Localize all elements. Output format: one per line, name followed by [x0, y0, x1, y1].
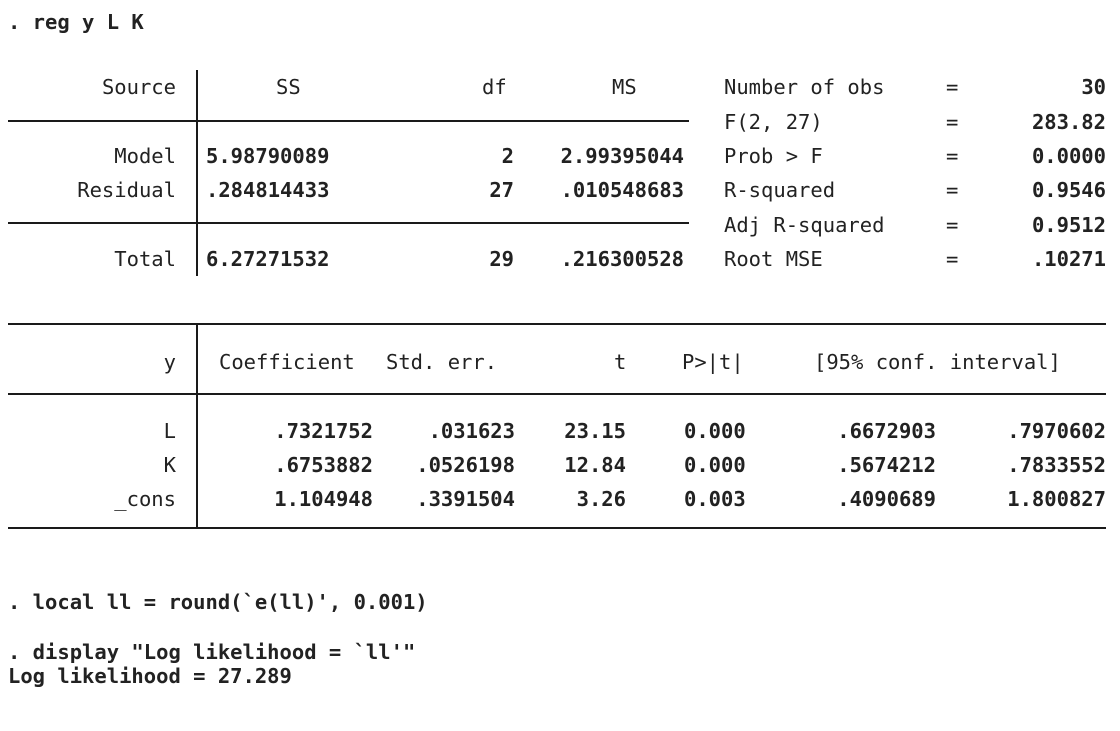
coef-row-t: 12.84 — [564, 453, 626, 477]
coef-row-se: .3391504 — [416, 487, 515, 511]
coef-vertical-rule — [196, 325, 198, 529]
stat-equals: = — [946, 178, 959, 202]
coef-row-var: L — [163, 419, 176, 443]
coef-row-t: 3.26 — [576, 487, 626, 511]
reg-command: . reg y L K — [8, 10, 144, 34]
coef-row-p: 0.000 — [684, 419, 746, 443]
anova-row-source: Total — [114, 247, 176, 271]
coef-row-ci-high: 1.800827 — [1007, 487, 1106, 511]
anova-row-df: 2 — [501, 144, 514, 168]
coef-row-p: 0.000 — [684, 453, 746, 477]
coef-top-rule — [8, 323, 1106, 325]
stat-value: 283.82 — [1031, 110, 1106, 134]
stat-label: Root MSE — [724, 247, 823, 271]
coef-row-p: 0.003 — [684, 487, 746, 511]
coef-header-var: y — [163, 350, 176, 374]
coef-header-rule — [8, 393, 1106, 395]
anova-row-ms: .216300528 — [560, 247, 684, 271]
anova-vertical-rule — [196, 70, 198, 276]
anova-row-ms: .010548683 — [560, 178, 684, 202]
anova-header-rule — [8, 120, 689, 122]
coef-row-ci-high: .7970602 — [1007, 419, 1106, 443]
coef-bottom-rule — [8, 527, 1106, 529]
stat-value: 0.9512 — [1031, 213, 1106, 237]
coef-row-ci-low: .6672903 — [837, 419, 936, 443]
coef-row-coef: 1.104948 — [274, 487, 373, 511]
stat-value: 0.9546 — [1031, 178, 1106, 202]
coef-header-se: Std. err. — [386, 350, 498, 374]
coef-header-ci: [95% conf. interval] — [814, 350, 1061, 374]
stat-equals: = — [946, 247, 959, 271]
stat-label: F(2, 27) — [724, 110, 823, 134]
local-command: . local ll = round(`e(ll)', 0.001) — [8, 590, 428, 614]
stat-label: Prob > F — [724, 144, 823, 168]
anova-total-rule — [8, 222, 689, 224]
anova-row-ss: .284814433 — [206, 178, 330, 202]
stat-value: 0.0000 — [1031, 144, 1106, 168]
stat-label: Adj R-squared — [724, 213, 885, 237]
stat-equals: = — [946, 75, 959, 99]
coef-header-t: t — [614, 350, 627, 374]
coef-row-var: _cons — [114, 487, 176, 511]
stat-label: R-squared — [724, 178, 836, 202]
anova-header-source: Source — [101, 75, 176, 99]
anova-row-ss: 6.27271532 — [206, 247, 330, 271]
coef-row-ci-high: .7833552 — [1007, 453, 1106, 477]
anova-row-ms: 2.99395044 — [560, 144, 684, 168]
coef-row-ci-low: .5674212 — [837, 453, 936, 477]
coef-row-coef: .7321752 — [274, 419, 373, 443]
stat-value: .10271 — [1031, 247, 1106, 271]
stat-equals: = — [946, 144, 959, 168]
stat-value: 30 — [1081, 75, 1106, 99]
anova-row-ss: 5.98790089 — [206, 144, 330, 168]
coef-row-se: .0526198 — [416, 453, 515, 477]
anova-header-ms: MS — [612, 75, 637, 99]
anova-row-df: 27 — [489, 178, 514, 202]
anova-row-source: Residual — [77, 178, 176, 202]
stat-equals: = — [946, 110, 959, 134]
coef-header-p: P>|t| — [682, 350, 744, 374]
display-command: . display "Log likelihood = `ll'" — [8, 640, 416, 664]
coef-row-se: .031623 — [428, 419, 515, 443]
coef-row-ci-low: .4090689 — [837, 487, 936, 511]
coef-header-coef: Coefficient — [219, 350, 355, 374]
anova-header-ss: SS — [276, 75, 301, 99]
coef-row-t: 23.15 — [564, 419, 626, 443]
stat-label: Number of obs — [724, 75, 885, 99]
anova-header-df: df — [482, 75, 507, 99]
log-likelihood-output: Log likelihood = 27.289 — [8, 664, 292, 688]
anova-row-source: Model — [114, 144, 176, 168]
anova-row-df: 29 — [489, 247, 514, 271]
stat-equals: = — [946, 213, 959, 237]
coef-row-coef: .6753882 — [274, 453, 373, 477]
coef-row-var: K — [163, 453, 176, 477]
